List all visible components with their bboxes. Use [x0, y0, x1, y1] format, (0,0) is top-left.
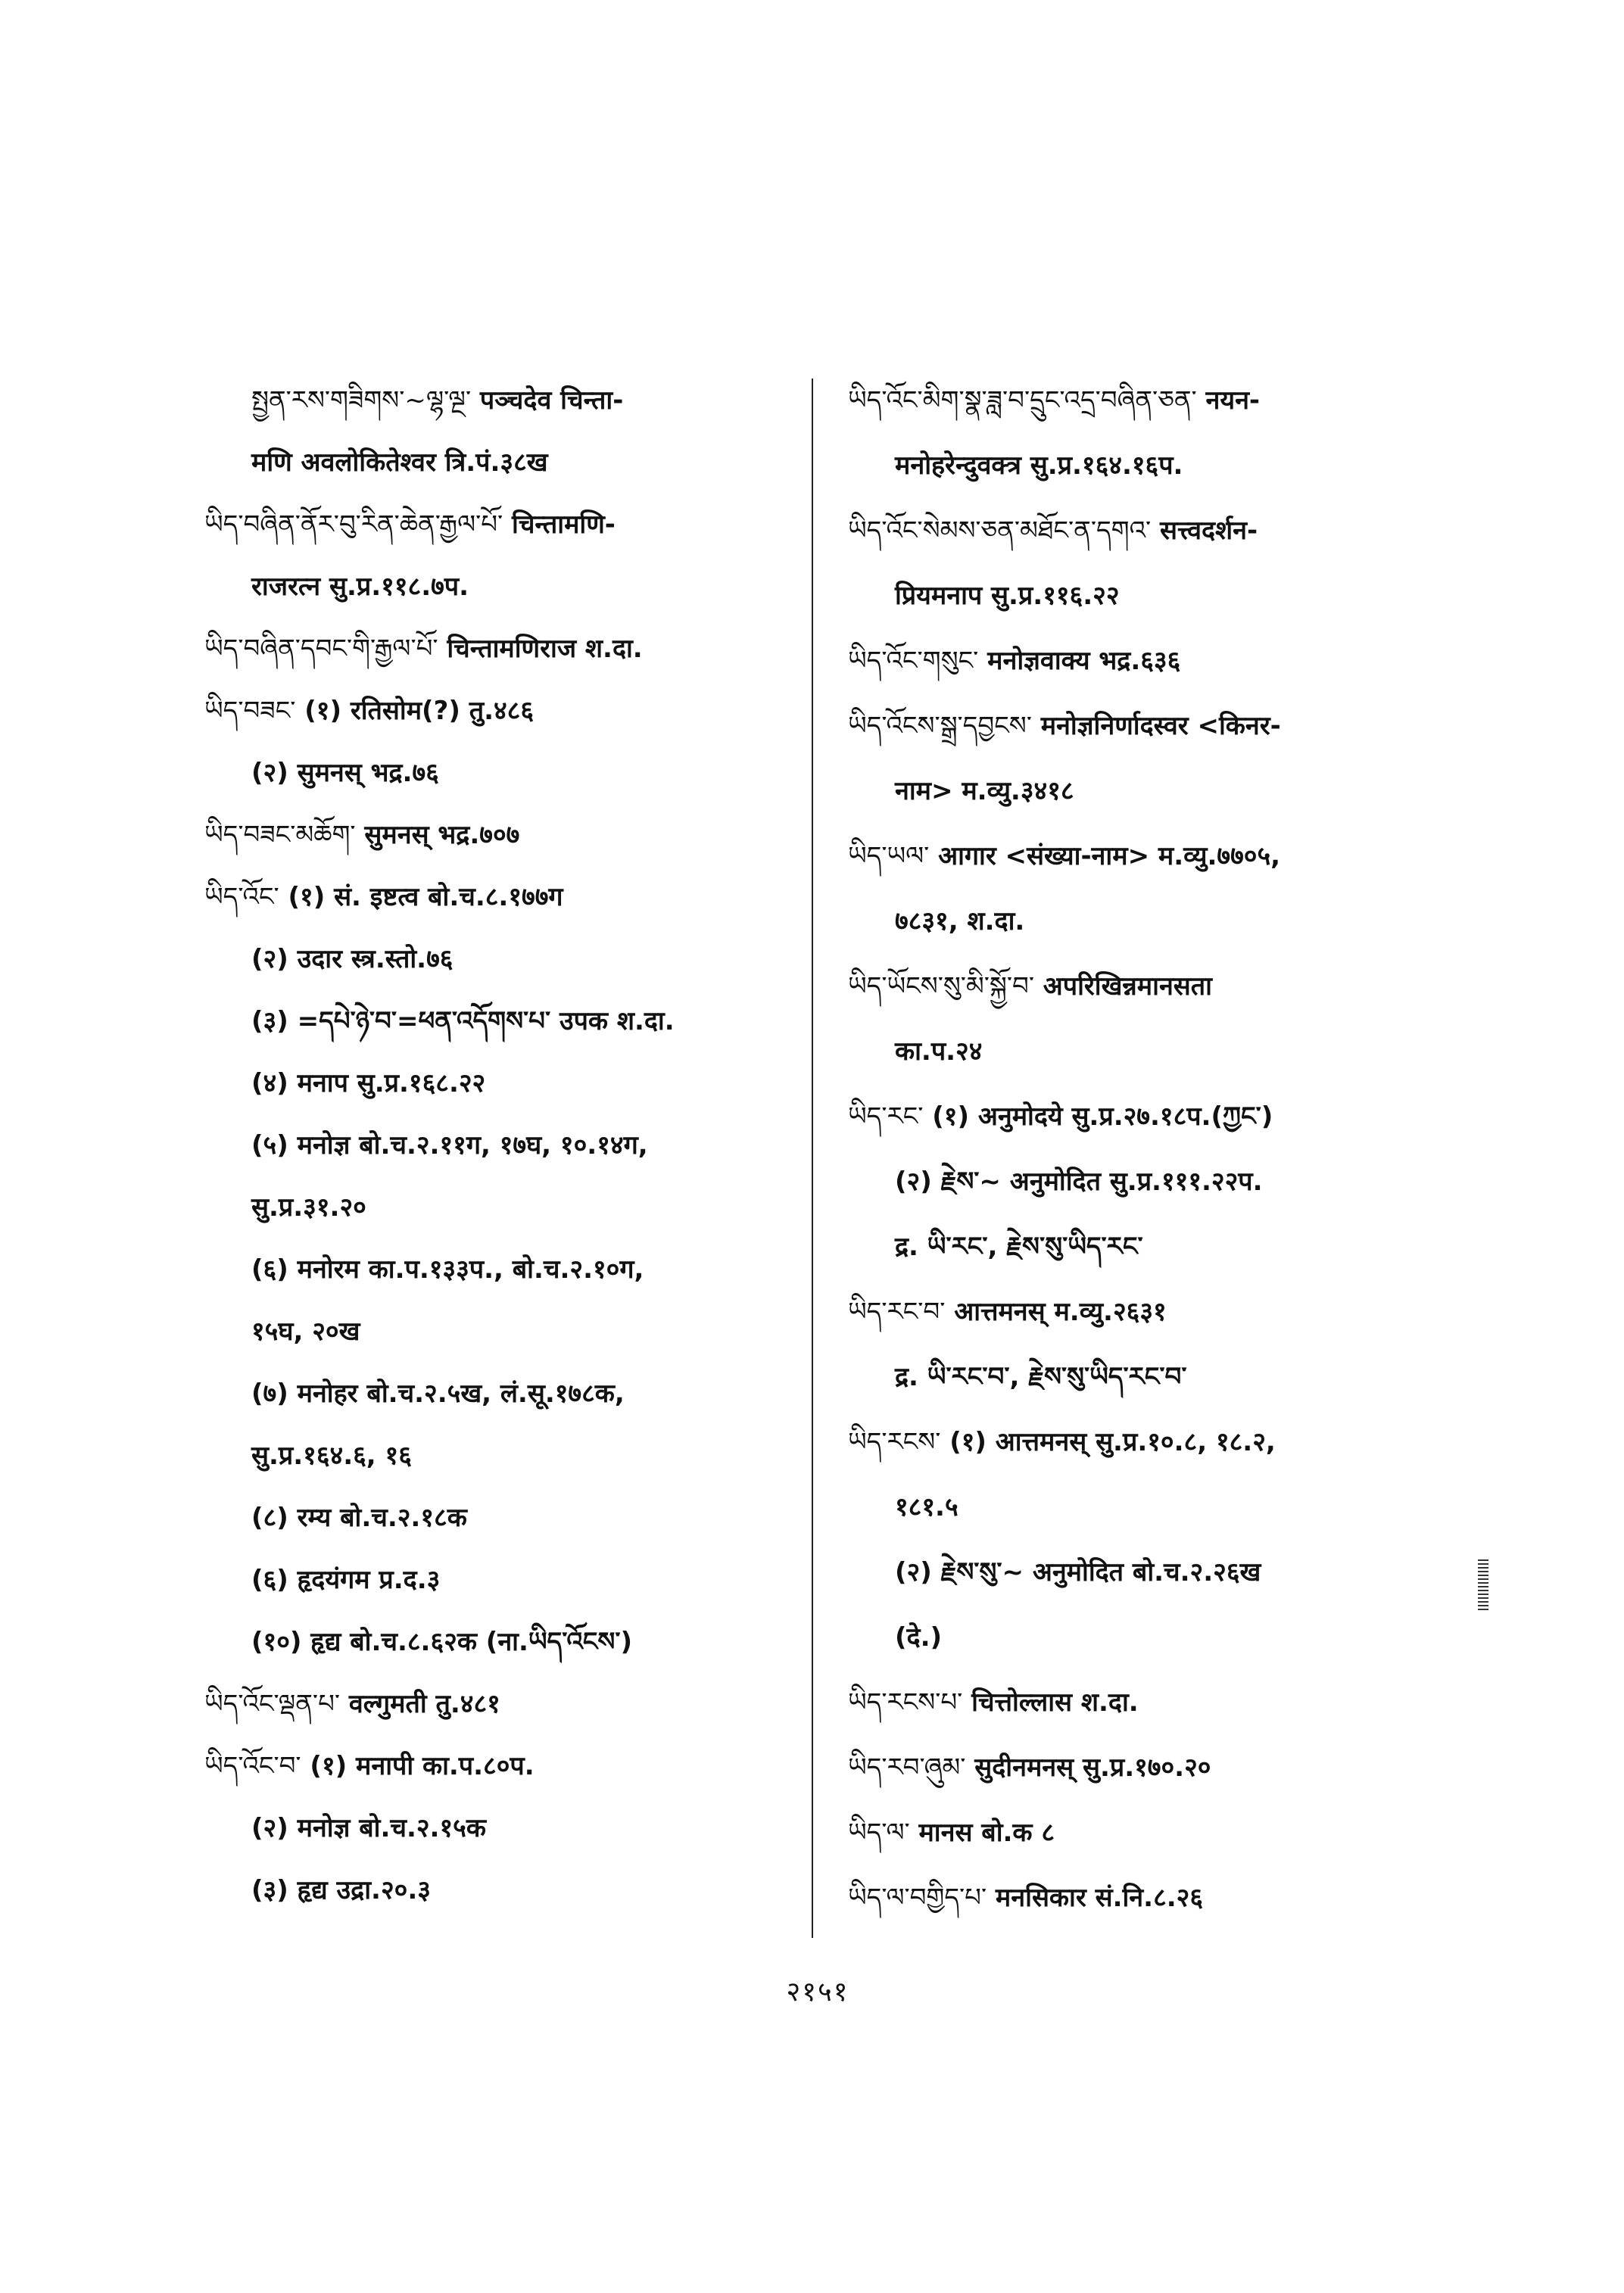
sanskrit-gloss: (१) आत्तमनस् सु.प्र.१०.८, १८.२, [940, 1427, 1276, 1457]
sanskrit-gloss: (६) हृदयंगम प्र.द.३ [251, 1565, 441, 1595]
page-number: २१५१ [786, 1977, 849, 2008]
sanskrit-gloss: (दे.) [895, 1622, 943, 1653]
tibetan-headword: ཡིད་ཡལ་ [848, 841, 930, 871]
tibetan-headword: ཡིད་རངས་པ་ [848, 1687, 963, 1718]
tibetan-headword: ཡིད་བཞིན་དབང་གི་རྒྱལ་པོ་ [204, 634, 438, 664]
tibetan-headword: ཡིད་བཞིན་ནོར་བུ་རིན་ཆེན་རྒྱལ་པོ་ [204, 509, 503, 540]
tibetan-headword: ཡིད་འོང་བ་ [204, 1751, 301, 1781]
entry-continuation-line [251, 569, 469, 605]
sanskrit-gloss: (८) रम्य बो.च.२.१८क [251, 1503, 467, 1533]
entry-headword-line [848, 968, 1212, 1005]
entry-headword-line [848, 1684, 1139, 1721]
sanskrit-gloss: ७८३१, श.दा. [895, 906, 1025, 936]
entry-continuation-line [251, 1500, 467, 1536]
entry-continuation-line [895, 773, 1074, 809]
entry-headword-line [204, 1686, 500, 1722]
entry-headword-line [204, 506, 616, 543]
entry-continuation-line [251, 1624, 632, 1660]
entry-headword-line [204, 693, 534, 729]
tibetan-headword: ཡིད་འོང་མིག་སྣ་ཟླ་བ་དྲུང་འདྲ་བཞིན་ཅན་ [848, 385, 1197, 416]
entry-continuation-line [251, 1562, 440, 1598]
sanskrit-gloss: नाम> म.व्यु.३४१८ [895, 776, 1074, 806]
sanskrit-gloss: सु.प्र.१६४.६, १६ [251, 1441, 412, 1471]
tibetan-headword: ཡིད་ཡོངས་སུ་མི་སྐྱོ་བ་ [848, 971, 1034, 1002]
entry-continuation-line [895, 1229, 1143, 1265]
tibetan-headword: ཡིད་འོང་སེམས་ཅན་མཐོང་ན་དགའ་ [848, 516, 1152, 546]
tibetan-headword: ཡིད་ལ་བགྱིད་པ་ [848, 1883, 987, 1913]
sanskrit-gloss: नयन- [1196, 385, 1261, 416]
sanskrit-gloss: (१) सं. इष्टत्व बो.च.८.१७७ग [279, 882, 563, 912]
sanskrit-gloss: (१) रतिसोम(?) तु.४८६ [295, 696, 535, 726]
entry-continuation-line [251, 382, 623, 419]
sanskrit-gloss: प्रियमनाप सु.प्र.११६.२२ [895, 581, 1120, 611]
sanskrit-gloss: का.प.२४ [895, 1036, 983, 1067]
entry-continuation-line [251, 1872, 431, 1908]
sanskrit-gloss: द्र. ཡི་རང་བ་, རྗེས་སུ་ཡིད་རང་བ་ [895, 1362, 1187, 1392]
sanskrit-gloss: (१) अनुमोदये सु.प्र.२७.१८प.(ཀྱང་) [923, 1101, 1273, 1132]
sanskrit-gloss: आगार <संख्या-नाम> म.व्यु.७७०५, [929, 841, 1281, 871]
entry-headword-line [204, 817, 519, 853]
sanskrit-gloss: (२) རྗེས་སུ་~ अनुमोदित बो.च.२.२६ख [895, 1557, 1261, 1587]
entry-continuation-line [251, 1438, 412, 1474]
entry-continuation-line [251, 1251, 644, 1288]
sanskrit-gloss: (७) मनोहर बो.च.२.५ख, लं.सू.१७८क, [251, 1379, 625, 1409]
entry-continuation-line [895, 447, 1183, 484]
tibetan-headword: ཡིད་འོང་ལྡན་པ་ [204, 1689, 341, 1719]
sanskrit-gloss: सुमनस् भद्र.७०७ [355, 820, 520, 850]
entry-continuation-line [251, 1065, 485, 1101]
tibetan-headword: ཡིད་འོང་གསུང་ [848, 646, 979, 676]
tibetan-headword: ཡིད་འོངས་སྒྲ་དབྱངས་ [848, 711, 1032, 741]
tibetan-headword: ཡིད་རང་བ་ [848, 1297, 946, 1327]
entry-headword-line [848, 1294, 1167, 1330]
sanskrit-gloss: मनोहरेन्दुवक्त्र सु.प्र.१६४.१६प. [895, 450, 1183, 481]
entry-continuation-line [895, 578, 1120, 614]
column-divider [812, 379, 813, 1938]
sanskrit-gloss: (२) རྗེས་~ अनुमोदित सु.प्र.१११.२२प. [895, 1167, 1263, 1197]
sanskrit-gloss: मणि अवलोकितेश्वर त्रि.पं.३८ख [251, 447, 548, 478]
sanskrit-gloss: मानस बो.क ८ [909, 1818, 1055, 1848]
sanskrit-gloss: (५) मनोज्ञ बो.च.२.११ग, १७घ, १०.१४ग, [251, 1130, 648, 1161]
sanskrit-gloss: (३) =དཔེ་ཉེ་བ་=ཕན་འདོགས་པ་ उपक श.दा. [251, 1006, 675, 1036]
entry-continuation-line [251, 1810, 486, 1846]
sanskrit-gloss: १५घ, २०ख [251, 1316, 360, 1347]
sanskrit-gloss: (१०) हृद्य बो.च.८.६२क (ना.ཡིད་འོངས་) [251, 1627, 633, 1657]
sanskrit-gloss: वल्गुमती तु.४८१ [340, 1689, 500, 1719]
sanskrit-gloss: मनसिकार सं.नि.८.२६ [987, 1883, 1204, 1913]
tibetan-headword: ཡིད་རངས་ [848, 1427, 941, 1457]
sanskrit-gloss: आत्तमनस् म.व्यु.२६३१ [945, 1297, 1167, 1327]
entry-continuation-line [895, 1554, 1261, 1590]
entry-headword-line [848, 1098, 1273, 1135]
entry-continuation-line [251, 1003, 675, 1039]
entry-headword-line [848, 708, 1281, 744]
sanskrit-gloss: १८१.५ [895, 1492, 959, 1522]
entry-headword-line [848, 382, 1260, 419]
sanskrit-gloss: द्र. ཡི་རང་, རྗེས་སུ་ཡིད་རང་ [895, 1232, 1143, 1262]
sanskrit-gloss: सु.प्र.३१.२० [251, 1192, 366, 1223]
sanskrit-gloss: चिन्तामणि- [503, 509, 616, 540]
tibetan-headword: ཡིད་བཟང་མཆོག་ [204, 820, 356, 850]
sanskrit-gloss: मनोज्ञवाक्य भद्र.६३६ [978, 646, 1181, 676]
sanskrit-gloss: मनोज्ञनिर्णादस्वर <किनर- [1031, 711, 1281, 741]
sanskrit-gloss: (१) मनापी का.प.८०प. [301, 1751, 535, 1781]
sanskrit-gloss: चित्तोल्लास श.दा. [962, 1687, 1139, 1718]
entry-continuation-line [895, 1164, 1263, 1200]
entry-continuation-line [251, 1127, 648, 1164]
tibetan-headword: ཡིད་ལ་ [848, 1818, 910, 1848]
entry-continuation-line [895, 903, 1024, 939]
sanskrit-gloss: (२) मनोज्ञ बो.च.२.१५क [251, 1813, 486, 1843]
entry-headword-line [848, 643, 1180, 679]
tibetan-headword: ཡིད་འོང་ [204, 882, 279, 912]
entry-headword-line [848, 1815, 1055, 1851]
entry-headword-line [204, 631, 643, 667]
sanskrit-gloss: सत्त्वदर्शन- [1151, 516, 1258, 546]
entry-headword-line [848, 512, 1258, 549]
tibetan-headword: ཡིད་རབ་ཞུམ་ [848, 1752, 966, 1783]
sanskrit-gloss: (६) मनोरम का.प.१३३प., बो.च.२.१०ग, [251, 1254, 644, 1285]
sanskrit-gloss: (४) मनाप सु.प्र.१६८.२२ [251, 1068, 486, 1098]
entry-continuation-line [895, 1619, 942, 1656]
entry-continuation-line [895, 1359, 1187, 1395]
entry-continuation-line [251, 941, 453, 977]
entry-continuation-line [251, 755, 439, 791]
entry-continuation-line [251, 1313, 360, 1350]
entry-headword-line [848, 1880, 1203, 1916]
entry-headword-line [204, 1748, 535, 1784]
entry-continuation-line [895, 1033, 982, 1070]
entry-headword-line [204, 879, 563, 915]
entry-headword-line [848, 838, 1280, 874]
entry-headword-line [848, 1749, 1211, 1786]
sanskrit-gloss: चिन्तामणिराज श.दा. [438, 634, 643, 664]
sanskrit-gloss: पञ्चदेव चिन्ता- [471, 385, 624, 416]
entry-continuation-line [251, 444, 548, 481]
scan-artifact [1478, 1559, 1488, 1612]
sanskrit-gloss: अपरिखिन्नमानसता [1033, 971, 1212, 1002]
sanskrit-gloss: (३) हृद्य उद्रा.२०.३ [251, 1875, 431, 1905]
tibetan-headword: སྤྱན་རས་གཟིགས་~ལྷ་ལྔ་ [251, 385, 472, 416]
sanskrit-gloss: (२) सुमनस् भद्र.७६ [251, 758, 439, 788]
tibetan-headword: ཡིད་བཟང་ [204, 696, 296, 726]
tibetan-headword: ཡིད་རང་ [848, 1101, 924, 1132]
sanskrit-gloss: सुदीनमनस् सु.प्र.१७०.२० [965, 1752, 1211, 1783]
entry-continuation-line [251, 1375, 625, 1412]
sanskrit-gloss: राजरत्न सु.प्र.११८.७प. [251, 572, 469, 602]
entry-continuation-line [251, 1189, 366, 1226]
sanskrit-gloss: (२) उदार स्त्र.स्तो.७६ [251, 944, 454, 974]
entry-headword-line [848, 1424, 1276, 1460]
entry-continuation-line [895, 1489, 959, 1525]
